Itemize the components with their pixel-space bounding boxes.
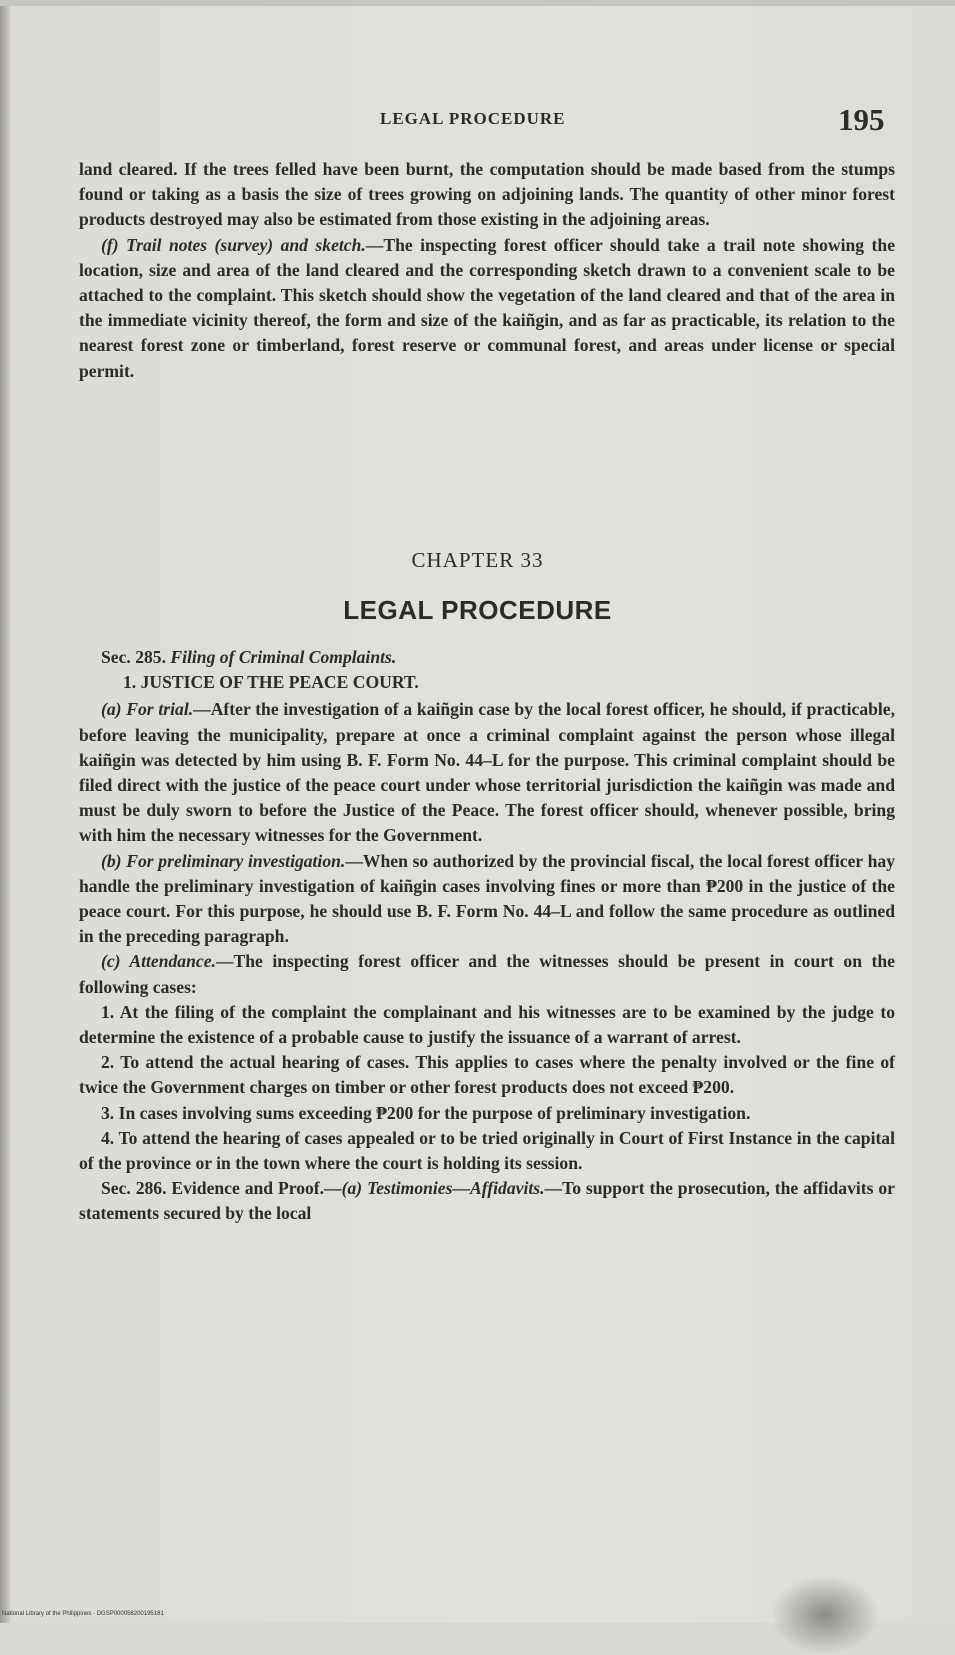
trail-notes-label: (f) Trail notes (survey) and sketch.	[101, 234, 366, 255]
attendance-text: —The inspecting forest officer and the witnesses should be present in court on the following cases:	[79, 951, 895, 997]
scan-watermark: National Library of the Philippines · DGSP000058200195181	[2, 1611, 164, 1617]
for-trial-text: —After the investigation of a kaiñgin case by the local forest officer, he should, if practicable, before leaving the municipality, prepare at once a criminal complaint against the person whose illegal kaiñgin was detected by him using B. F. Form No. 44–L for the purpose. This criminal complaint should be filed direct with the justice of the peace court under whose territorial jurisdiction the kaiñgin was made and must be duly sworn to before the Justice of the Peace. The forest officer should, whenever possible, bring with him the necessary witnesses for the Government.	[79, 699, 895, 846]
preliminary-investigation-label: (b) For preliminary investigation.	[101, 850, 346, 871]
page-binding-edge	[0, 0, 10, 1623]
page-corner-smudge	[770, 1575, 880, 1655]
justice-of-peace-heading: 1. JUSTICE OF THE PEACE COURT.	[123, 672, 419, 693]
top-text-block	[79, 157, 895, 384]
for-trial-label: (a) For trial.	[101, 699, 194, 720]
trail-notes-text: —The inspecting forest officer should take a trail note showing the location, size and area of the land cleared and the corresponding sketch drawn to a convenient scale to be attached to the complaint. This sketch should show the vegetation of the land cleared and that of the area in the immediate vicinity thereof, the form and size of the kaiñgin, and as far as practicable, its relation to the nearest forest zone or timberland, forest reserve or communal forest, and areas under license or special permit.	[79, 234, 896, 381]
paragraph-section-286	[79, 1176, 895, 1226]
paragraph-preliminary-investigation	[79, 849, 895, 950]
section-285-number: Sec. 285.	[101, 647, 171, 667]
section-286-text: —To support the prosecution, the affidavits or statements secured by the local	[79, 1178, 895, 1224]
page-number: 195	[838, 102, 885, 137]
paragraph-for-trial	[79, 697, 895, 848]
running-head: LEGAL PROCEDURE	[380, 109, 566, 128]
page-top-edge	[0, 0, 955, 6]
preliminary-investigation-text: —When so authorized by the provincial fiscal, the local forest officer hay handle the preliminary investigation of kaiñgin cases involving fines or more than ₱200 in the justice of the peace court. For this purpose, he should use B. F. Form No. 44–L and follow the same procedure as outlined in the preceding paragraph.	[79, 850, 895, 947]
paragraph-trail-notes	[79, 233, 895, 384]
section-285-block	[79, 645, 895, 1227]
attendance-label: (c) Attendance.	[101, 951, 216, 972]
section-286-label: —(a) Testimonies—Affidavits.	[324, 1178, 545, 1199]
attendance-item-4: 4. To attend the hearing of cases appealed or to be tried originally in Court of First Instance in the capital of the province or in the town where the court is holding its session.	[79, 1127, 895, 1174]
attendance-item-1: 1. At the filing of the complaint the complainant and his witnesses are to be examined by the judge to determine the existence of a probable cause to justify the issuance of a warrant of arrest.	[79, 1001, 895, 1048]
paragraph-attendance	[79, 949, 895, 999]
chapter-label: CHAPTER 33	[411, 548, 544, 572]
chapter-title: LEGAL PROCEDURE	[343, 595, 612, 625]
attendance-item-3: 3. In cases involving sums exceeding ₱200 for the purpose of preliminary investigation.	[101, 1102, 751, 1123]
section-285-heading	[79, 645, 895, 670]
paragraph-continued: land cleared. If the trees felled have been burnt, the computation should be made based from the stumps found or taking as a basis the size of trees growing on adjoining lands. The quantity of other minor forest products destroyed may also be estimated from those existing in the adjoining areas.	[79, 159, 895, 230]
section-286-heading: Sec. 286. Evidence and Proof.	[101, 1178, 325, 1199]
section-285-title: Filing of Criminal Complaints.	[170, 647, 397, 667]
attendance-item-2: 2. To attend the actual hearing of cases. This applies to cases where the penalty involved or the fine of twice the Government charges on timber or other forest products does not exceed ₱200.	[79, 1052, 895, 1098]
